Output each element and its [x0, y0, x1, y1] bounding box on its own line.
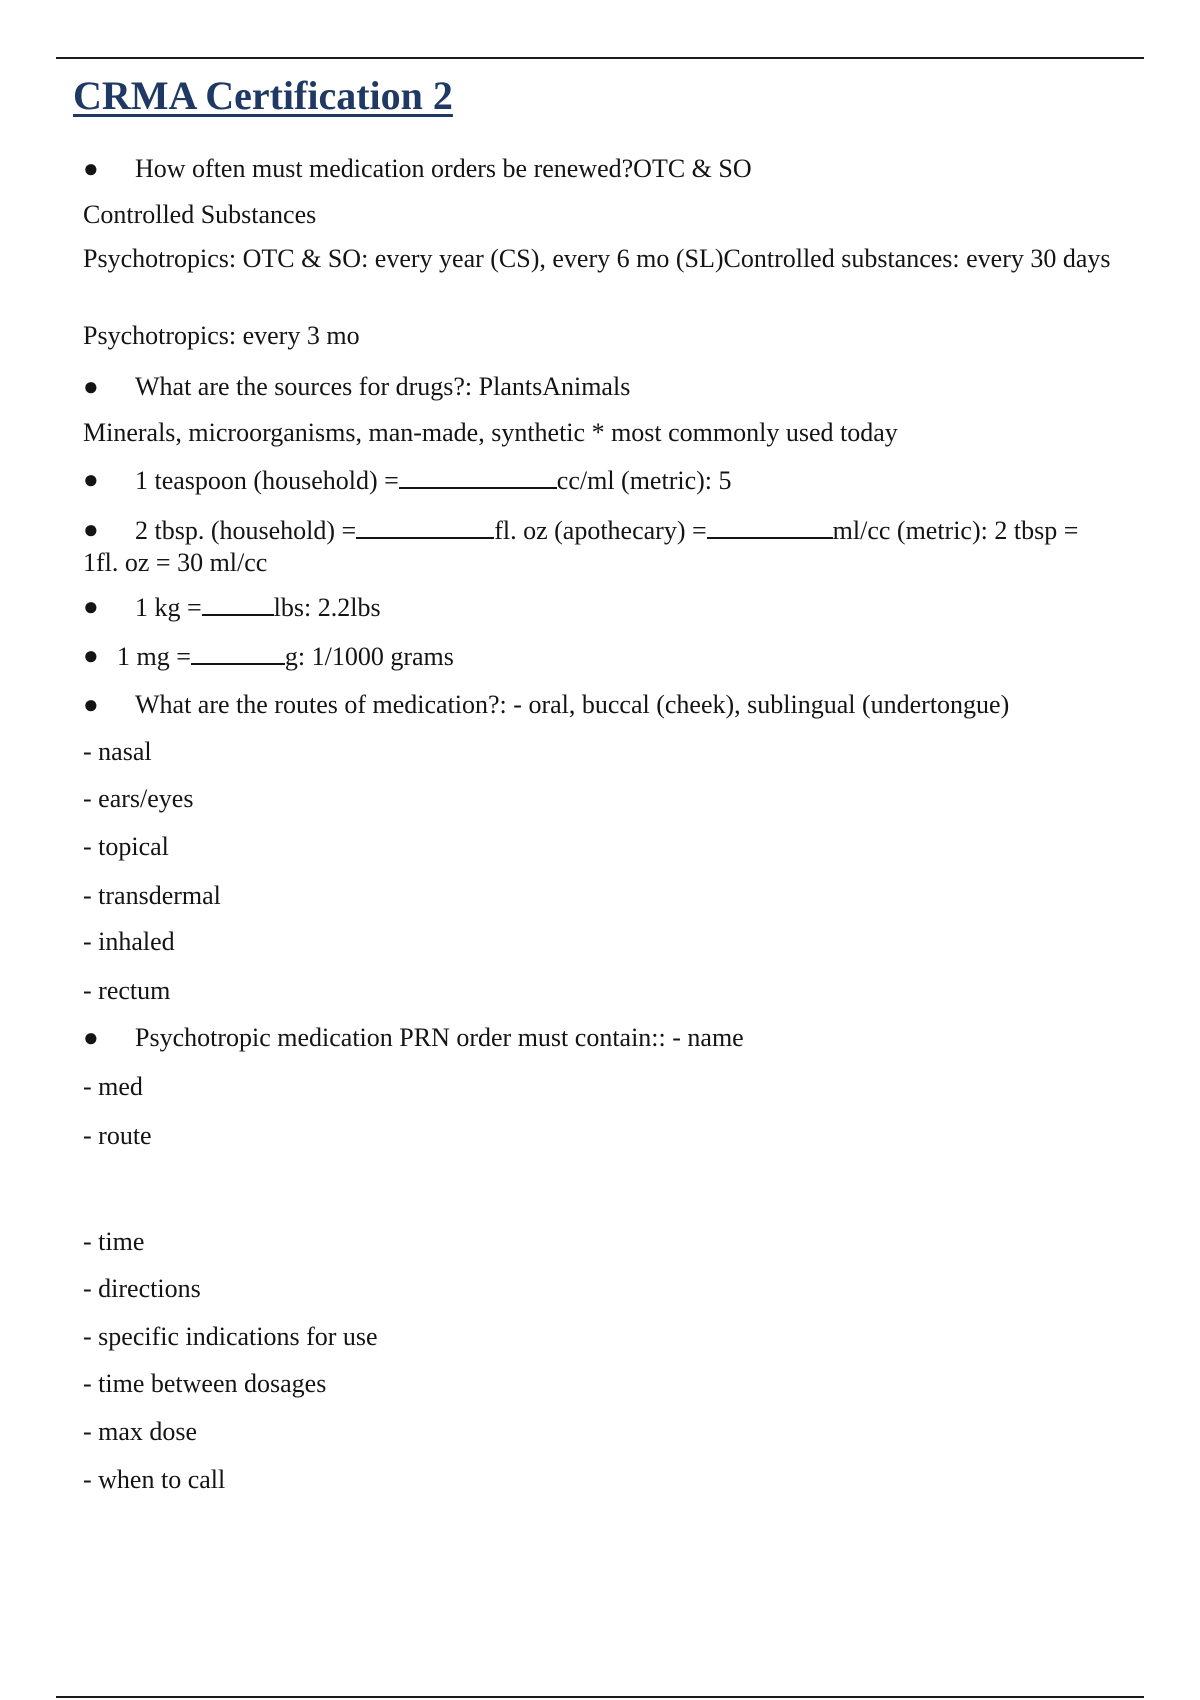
answer-line: Psychotropics: every 3 mo [83, 321, 360, 350]
list-item: - specific indications for use [83, 1322, 378, 1351]
top-rule [56, 57, 1144, 59]
bullet-icon: ● [83, 1023, 99, 1052]
bullet-icon: ● [83, 592, 99, 621]
fill-blank [202, 592, 274, 616]
question-text: 2 tbsp. (household) = fl. oz (apothecary) = ml/cc (metric): 2 tbsp = [135, 516, 1079, 545]
list-item: - route [83, 1121, 152, 1150]
list-item: - directions [83, 1274, 201, 1303]
document-title: CRMA Certification 2 [73, 73, 453, 118]
answer-line: Minerals, microorganisms, man-made, synthetic * most commonly used today [83, 418, 898, 447]
list-item: - when to call [83, 1465, 226, 1494]
list-item: - transdermal [83, 881, 221, 910]
question-text: What are the sources for drugs?: PlantsAnimals [135, 372, 631, 401]
list-item: - med [83, 1072, 143, 1101]
bullet-icon: ● [83, 154, 99, 183]
list-item: - ears/eyes [83, 784, 194, 813]
fill-blank [356, 515, 494, 539]
question-text: 1 kg = lbs: 2.2lbs [135, 593, 381, 622]
list-item: - time between dosages [83, 1369, 327, 1398]
list-item: - rectum [83, 976, 171, 1005]
fill-blank [707, 515, 833, 539]
fill-blank [399, 465, 557, 489]
answer-line: Psychotropics: OTC & SO: every year (CS), every 6 mo (SL)Controlled substances: every 30 days [83, 244, 1111, 273]
fill-blank [191, 641, 285, 665]
question-text: How often must medication orders be renewed?OTC & SO [135, 154, 752, 183]
bullet-icon: ● [83, 515, 99, 544]
list-item: - max dose [83, 1417, 198, 1446]
bottom-rule [56, 1696, 1144, 1698]
bullet-icon: ● [83, 641, 99, 670]
bullet-icon: ● [83, 690, 99, 719]
question-text: 1 mg = g: 1/1000 grams [117, 642, 454, 671]
list-item: - nasal [83, 737, 152, 766]
question-text: Psychotropic medication PRN order must contain:: - name [135, 1023, 744, 1052]
bullet-icon: ● [83, 465, 99, 494]
list-item: - inhaled [83, 927, 175, 956]
answer-line: Controlled Substances [83, 200, 317, 229]
answer-line: 1fl. oz = 30 ml/cc [83, 548, 268, 577]
list-item: - topical [83, 832, 169, 861]
list-item: - time [83, 1227, 145, 1256]
question-text: 1 teaspoon (household) = cc/ml (metric): 5 [135, 466, 732, 495]
question-text: What are the routes of medication?: - oral, buccal (cheek), sublingual (undertongue) [135, 690, 1010, 719]
bullet-icon: ● [83, 372, 99, 401]
